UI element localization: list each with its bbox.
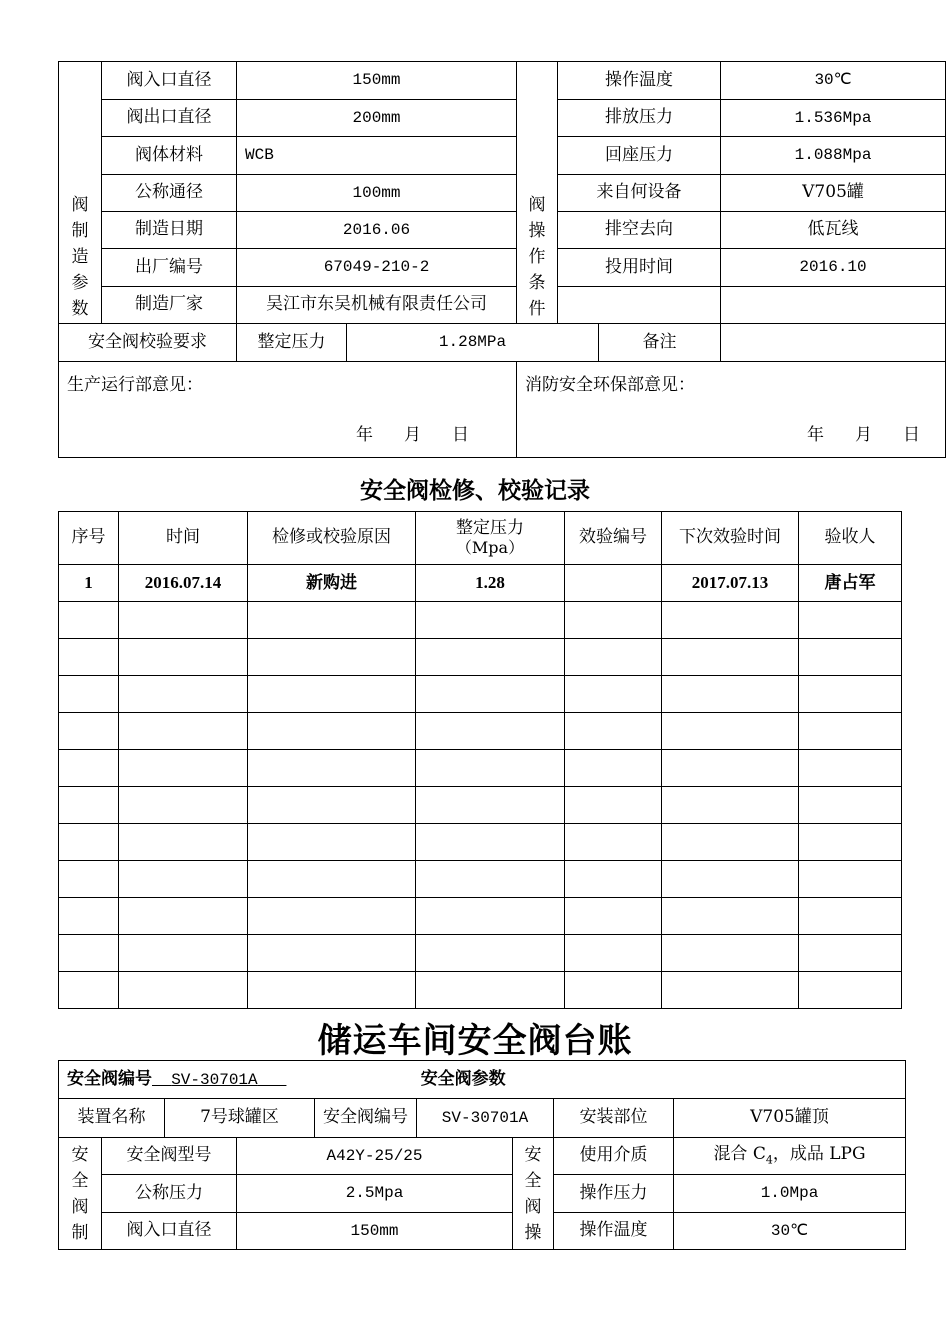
header-next-verify-time: 下次效验时间 bbox=[662, 512, 799, 565]
date-year: 年 bbox=[807, 425, 825, 445]
row-value: 2.5Mpa bbox=[237, 1175, 513, 1213]
cell-inspector: 唐占军 bbox=[799, 565, 902, 602]
row-label: 出厂编号 bbox=[102, 249, 237, 287]
valve-ledger-table bbox=[58, 1060, 906, 1250]
row-value: 2016.06 bbox=[237, 212, 517, 249]
row-right-label: 回座压力 bbox=[558, 137, 721, 175]
row-right-label: 排放压力 bbox=[558, 100, 721, 137]
row-right-label: 操作压力 bbox=[554, 1175, 674, 1213]
valve-no-value: SV-30701A bbox=[171, 1071, 258, 1090]
row-right-label: 来自何设备 bbox=[558, 175, 721, 212]
header-set-pressure bbox=[416, 512, 565, 565]
row-value: 150mm bbox=[237, 62, 517, 100]
valve-params-label: 安全阀参数 bbox=[420, 1069, 506, 1089]
production-dept-opinion bbox=[59, 362, 517, 458]
table-row bbox=[59, 602, 902, 639]
maintenance-record-table bbox=[58, 511, 902, 1009]
fire-safety-dept-opinion bbox=[517, 362, 946, 458]
row-right-value: 30℃ bbox=[674, 1213, 906, 1250]
fire-safety-dept-opinion-label: 消防安全环保部意见： bbox=[525, 375, 696, 395]
header-set-pressure-unit: （Mpa） bbox=[455, 537, 525, 557]
row-label: 制造日期 bbox=[102, 212, 237, 249]
row-value: 200mm bbox=[237, 100, 517, 137]
date-month: 月 bbox=[855, 425, 873, 445]
row-label: 公称通径 bbox=[102, 175, 237, 212]
row-right-label: 操作温度 bbox=[558, 62, 721, 100]
header-reason: 检修或校验原因 bbox=[248, 512, 416, 565]
set-pressure-value: 1.28MPa bbox=[347, 324, 599, 362]
remark-value bbox=[721, 324, 946, 362]
row-label: 阀出口直径 bbox=[102, 100, 237, 137]
row-right-value: 1.088Mpa bbox=[721, 137, 946, 175]
header-inspector: 验收人 bbox=[799, 512, 902, 565]
date-day: 日 bbox=[452, 425, 469, 445]
row-label: 公称压力 bbox=[102, 1175, 237, 1213]
table-row bbox=[59, 898, 902, 935]
operating-conditions-group-label: 阀操作条件 bbox=[517, 62, 558, 324]
table-row bbox=[59, 824, 902, 861]
valve-parameters-table bbox=[58, 61, 946, 458]
row-right-value: 1.536Mpa bbox=[721, 100, 946, 137]
date-day: 日 bbox=[903, 425, 921, 445]
remark-label: 备注 bbox=[599, 324, 721, 362]
verify-requirement-label: 安全阀校验要求 bbox=[59, 324, 237, 362]
row-value: WCB bbox=[237, 137, 517, 175]
table-row bbox=[59, 750, 902, 787]
cell-verify-no bbox=[565, 565, 662, 602]
table-row bbox=[59, 676, 902, 713]
date-year: 年 bbox=[356, 425, 373, 445]
row-label: 阀入口直径 bbox=[102, 62, 237, 100]
valve-no2-value: SV-30701A bbox=[417, 1099, 554, 1138]
row-value: A42Y-25/25 bbox=[237, 1138, 513, 1175]
header-set-pressure-line1: 整定压力 bbox=[456, 518, 524, 539]
position-value: V705罐顶 bbox=[674, 1099, 906, 1138]
production-dept-opinion-label: 生产运行部意见： bbox=[67, 375, 203, 395]
cell-index: 1 bbox=[59, 565, 119, 602]
row-value: 150mm bbox=[237, 1213, 513, 1250]
row-label: 阀体材料 bbox=[102, 137, 237, 175]
position-label: 安装部位 bbox=[554, 1099, 674, 1138]
table-row bbox=[59, 787, 902, 824]
table-row bbox=[59, 639, 902, 676]
row-right-value: V705罐 bbox=[721, 175, 946, 212]
table-row bbox=[59, 713, 902, 750]
row-value: 吴江市东吴机械有限责任公司 bbox=[237, 287, 517, 324]
cell-next-verify-time: 2017.07.13 bbox=[662, 565, 799, 602]
device-name-value: 7号球罐区 bbox=[165, 1099, 315, 1138]
row-right-label: 使用介质 bbox=[554, 1138, 674, 1175]
row-right-label: 排空去向 bbox=[558, 212, 721, 249]
medium-value: 混合 $C_4$，成品 LPG bbox=[674, 1138, 906, 1175]
record-title: 安全阀检修、校验记录 bbox=[360, 477, 590, 504]
row-right-value bbox=[721, 287, 946, 324]
ledger-group-left-label: 安全阀制 bbox=[59, 1138, 102, 1250]
row-right-label: 投用时间 bbox=[558, 249, 721, 287]
row-right-value: 30℃ bbox=[721, 62, 946, 100]
row-right-label: 操作温度 bbox=[554, 1213, 674, 1250]
row-right-value: 1.0Mpa bbox=[674, 1175, 906, 1213]
date-month: 月 bbox=[404, 425, 421, 445]
cell-reason: 新购进 bbox=[248, 565, 416, 602]
table-row bbox=[59, 861, 902, 898]
row-label: 安全阀型号 bbox=[102, 1138, 237, 1175]
row-right-label bbox=[558, 287, 721, 324]
row-value: 100mm bbox=[237, 175, 517, 212]
valve-no2-label: 安全阀编号 bbox=[315, 1099, 417, 1138]
table-row bbox=[59, 972, 902, 1009]
row-label: 制造厂家 bbox=[102, 287, 237, 324]
row-value: 67049-210-2 bbox=[237, 249, 517, 287]
valve-no-label: 安全阀编号 bbox=[67, 1069, 152, 1089]
table-row bbox=[59, 935, 902, 972]
ledger-group-right-label: 安全阀操 bbox=[513, 1138, 554, 1250]
manufacture-params-group-label: 阀制造参数 bbox=[59, 62, 102, 324]
cell-time: 2016.07.14 bbox=[119, 565, 248, 602]
ledger-title: 储运车间安全阀台账 bbox=[317, 1021, 633, 1061]
header-index: 序号 bbox=[59, 512, 119, 565]
set-pressure-label: 整定压力 bbox=[237, 324, 347, 362]
row-label: 阀入口直径 bbox=[102, 1213, 237, 1250]
ledger-header-row bbox=[59, 1061, 906, 1099]
header-verify-no: 效验编号 bbox=[565, 512, 662, 565]
row-right-value: 低瓦线 bbox=[721, 212, 946, 249]
table-row bbox=[59, 565, 902, 602]
device-name-label: 装置名称 bbox=[59, 1099, 165, 1138]
header-time: 时间 bbox=[119, 512, 248, 565]
row-right-value: 2016.10 bbox=[721, 249, 946, 287]
cell-set-pressure: 1.28 bbox=[416, 565, 565, 602]
